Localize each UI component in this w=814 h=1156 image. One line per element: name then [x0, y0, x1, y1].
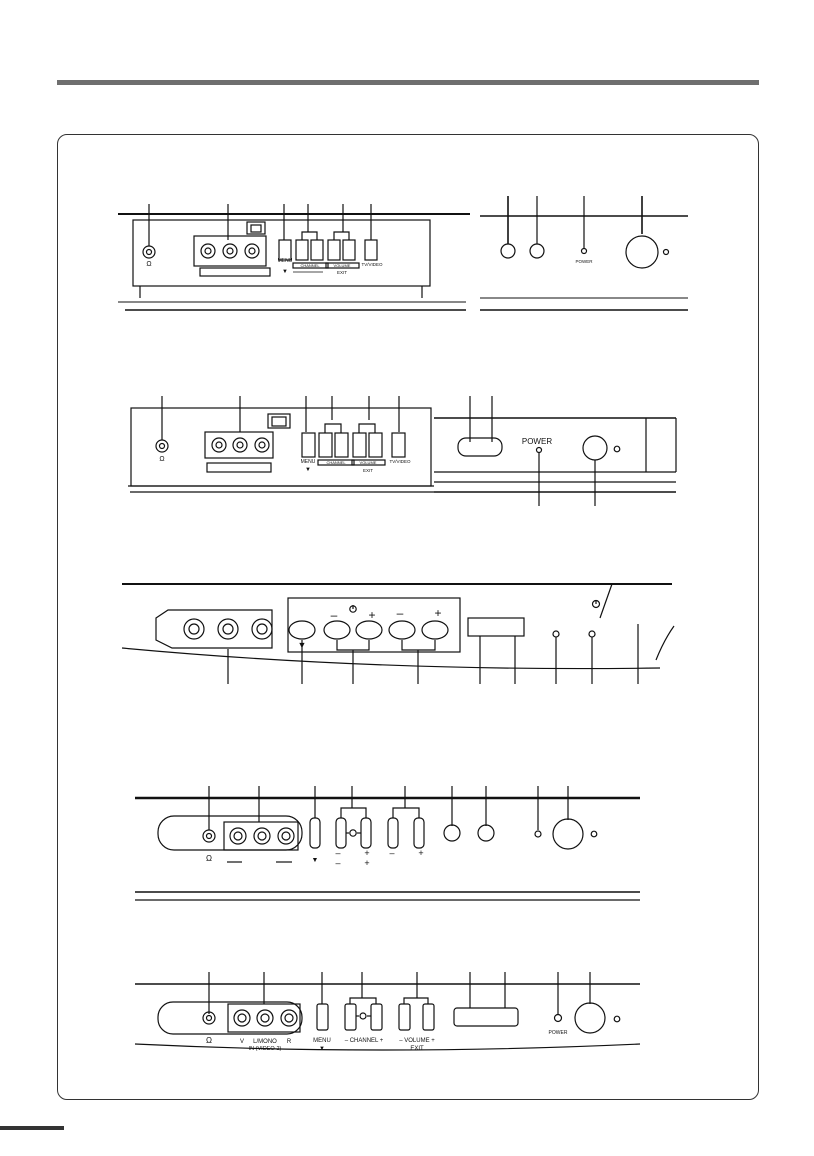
av-input-box [224, 822, 298, 850]
power-label: POWER [575, 259, 593, 264]
av-input-box [205, 432, 273, 458]
front-jack-panel [158, 1002, 302, 1034]
audio-r-jack[interactable] [252, 619, 272, 639]
headphone-icon: Ω [146, 261, 152, 268]
menu-button[interactable] [279, 240, 291, 260]
menu-arrow-icon: ▼ [297, 640, 307, 650]
menu-button[interactable] [310, 818, 320, 848]
power-button[interactable] [553, 819, 583, 849]
channel-label: CHANNEL [326, 460, 346, 465]
volume-down-button[interactable] [389, 621, 415, 639]
volume-up-button[interactable] [414, 818, 424, 848]
menu-button[interactable] [317, 1004, 328, 1030]
channel-up-button[interactable] [335, 433, 348, 457]
power-icon [360, 1013, 366, 1019]
menu-arrow-icon: ▼ [319, 1046, 325, 1052]
audio-r-jack[interactable] [255, 438, 269, 452]
sensor-window [530, 244, 544, 258]
panel-3 [122, 584, 674, 684]
sensor-right [478, 825, 494, 841]
remote-sensor-window [458, 438, 502, 456]
channel-minus-sub: – [335, 858, 341, 868]
power-button[interactable] [626, 236, 658, 268]
channel-down-button[interactable] [345, 1004, 356, 1030]
l-mono-label: L/MONO [253, 1039, 277, 1045]
volume-minus-label: – [396, 606, 404, 620]
tv-video-label: TV/VIDEO [361, 262, 383, 267]
av-input-box [156, 610, 272, 648]
channel-down-button[interactable] [336, 818, 346, 848]
panel-2-right [434, 396, 676, 506]
panel-4 [135, 786, 640, 900]
headphone-icon: Ω [206, 1036, 212, 1045]
channel-down-button[interactable] [319, 433, 332, 457]
volume-down-button[interactable] [399, 1004, 410, 1030]
power-indicator [537, 448, 542, 453]
headphone-jack[interactable] [203, 830, 215, 842]
volume-up-button[interactable] [423, 1004, 434, 1030]
av-input-box [228, 1004, 300, 1032]
exit-label: EXIT [336, 270, 348, 275]
volume-up-button[interactable] [422, 621, 448, 639]
audio-r-jack[interactable] [278, 828, 294, 844]
volume-down-button[interactable] [353, 433, 366, 457]
video-in-jack[interactable] [201, 244, 215, 258]
channel-up-button[interactable] [371, 1004, 382, 1030]
panel-1-right [480, 196, 688, 310]
indicator-left [553, 631, 559, 637]
channel-plus-label: + [368, 608, 376, 622]
power-indicator [582, 249, 587, 254]
video-in-jack[interactable] [184, 619, 204, 639]
power-indicator [555, 1015, 562, 1022]
menu-arrow-icon: ▼ [311, 857, 319, 864]
power-label: POWER [521, 437, 553, 446]
channel-down-button[interactable] [324, 621, 350, 639]
remote-sensor-window [468, 618, 524, 636]
in-video-2-label: IN (VIDEO-2) [248, 1046, 282, 1052]
headphone-jack[interactable] [156, 440, 168, 452]
volume-plus-label: + [418, 848, 424, 858]
menu-button[interactable] [302, 433, 315, 457]
audio-l-jack[interactable] [257, 1010, 273, 1026]
menu-label: MENU [277, 258, 293, 264]
menu-arrow-icon: ▼ [282, 269, 288, 275]
channel-down-button[interactable] [296, 240, 308, 260]
sensor-left [444, 825, 460, 841]
volume-down-button[interactable] [328, 240, 340, 260]
power-button[interactable] [575, 1003, 605, 1033]
video-in-jack[interactable] [212, 438, 226, 452]
panel-1-left [118, 204, 470, 310]
channel-label: CHANNEL [300, 263, 320, 268]
menu-label: MENU [313, 1038, 331, 1044]
headphone-jack[interactable] [143, 246, 155, 258]
volume-minus-label: – [389, 848, 395, 858]
indicator-right [589, 631, 595, 637]
channel-plus-label: + [364, 848, 370, 858]
channel-minus-label: – [335, 848, 341, 858]
channel-up-button[interactable] [356, 621, 382, 639]
channel-up-button[interactable] [361, 818, 371, 848]
remote-sensor-window [454, 1008, 518, 1026]
volume-label: – VOLUME + [399, 1038, 435, 1044]
menu-button[interactable] [289, 621, 315, 639]
exit-label: EXIT [410, 1046, 424, 1052]
menu-label: MENU [300, 459, 316, 465]
headphone-icon: Ω [206, 854, 212, 863]
volume-down-button[interactable] [388, 818, 398, 848]
tv-video-button[interactable] [392, 433, 405, 457]
power-indicator [535, 831, 541, 837]
power-icon [350, 830, 356, 836]
audio-r-jack[interactable] [245, 244, 259, 258]
r-label: R [286, 1039, 292, 1045]
channel-up-button[interactable] [311, 240, 323, 260]
volume-label: VOLUME [359, 460, 377, 465]
menu-arrow-icon: ▼ [305, 467, 311, 473]
channel-label: – CHANNEL + [344, 1038, 384, 1044]
audio-l-jack[interactable] [218, 619, 238, 639]
volume-up-button[interactable] [369, 433, 382, 457]
volume-up-button[interactable] [343, 240, 355, 260]
audio-l-jack[interactable] [254, 828, 270, 844]
remote-sensor [501, 244, 515, 258]
audio-l-jack[interactable] [233, 438, 247, 452]
headphone-icon: Ω [159, 456, 165, 463]
audio-r-jack[interactable] [281, 1010, 297, 1026]
volume-plus-label: + [434, 606, 442, 620]
tv-video-label: TV/VIDEO [389, 459, 411, 464]
video-in-jack[interactable] [234, 1010, 250, 1026]
channel-minus-label: – [330, 608, 338, 622]
video-in-jack[interactable] [230, 828, 246, 844]
power-label: POWER [548, 1030, 568, 1036]
audio-l-jack[interactable] [223, 244, 237, 258]
channel-plus-sub: + [364, 858, 370, 868]
video-label: V [239, 1039, 245, 1045]
tv-video-button[interactable] [365, 240, 377, 260]
volume-label: VOLUME [333, 263, 351, 268]
exit-label: EXIT [362, 468, 374, 473]
power-button[interactable] [583, 436, 607, 460]
panel-2-left [128, 396, 434, 492]
